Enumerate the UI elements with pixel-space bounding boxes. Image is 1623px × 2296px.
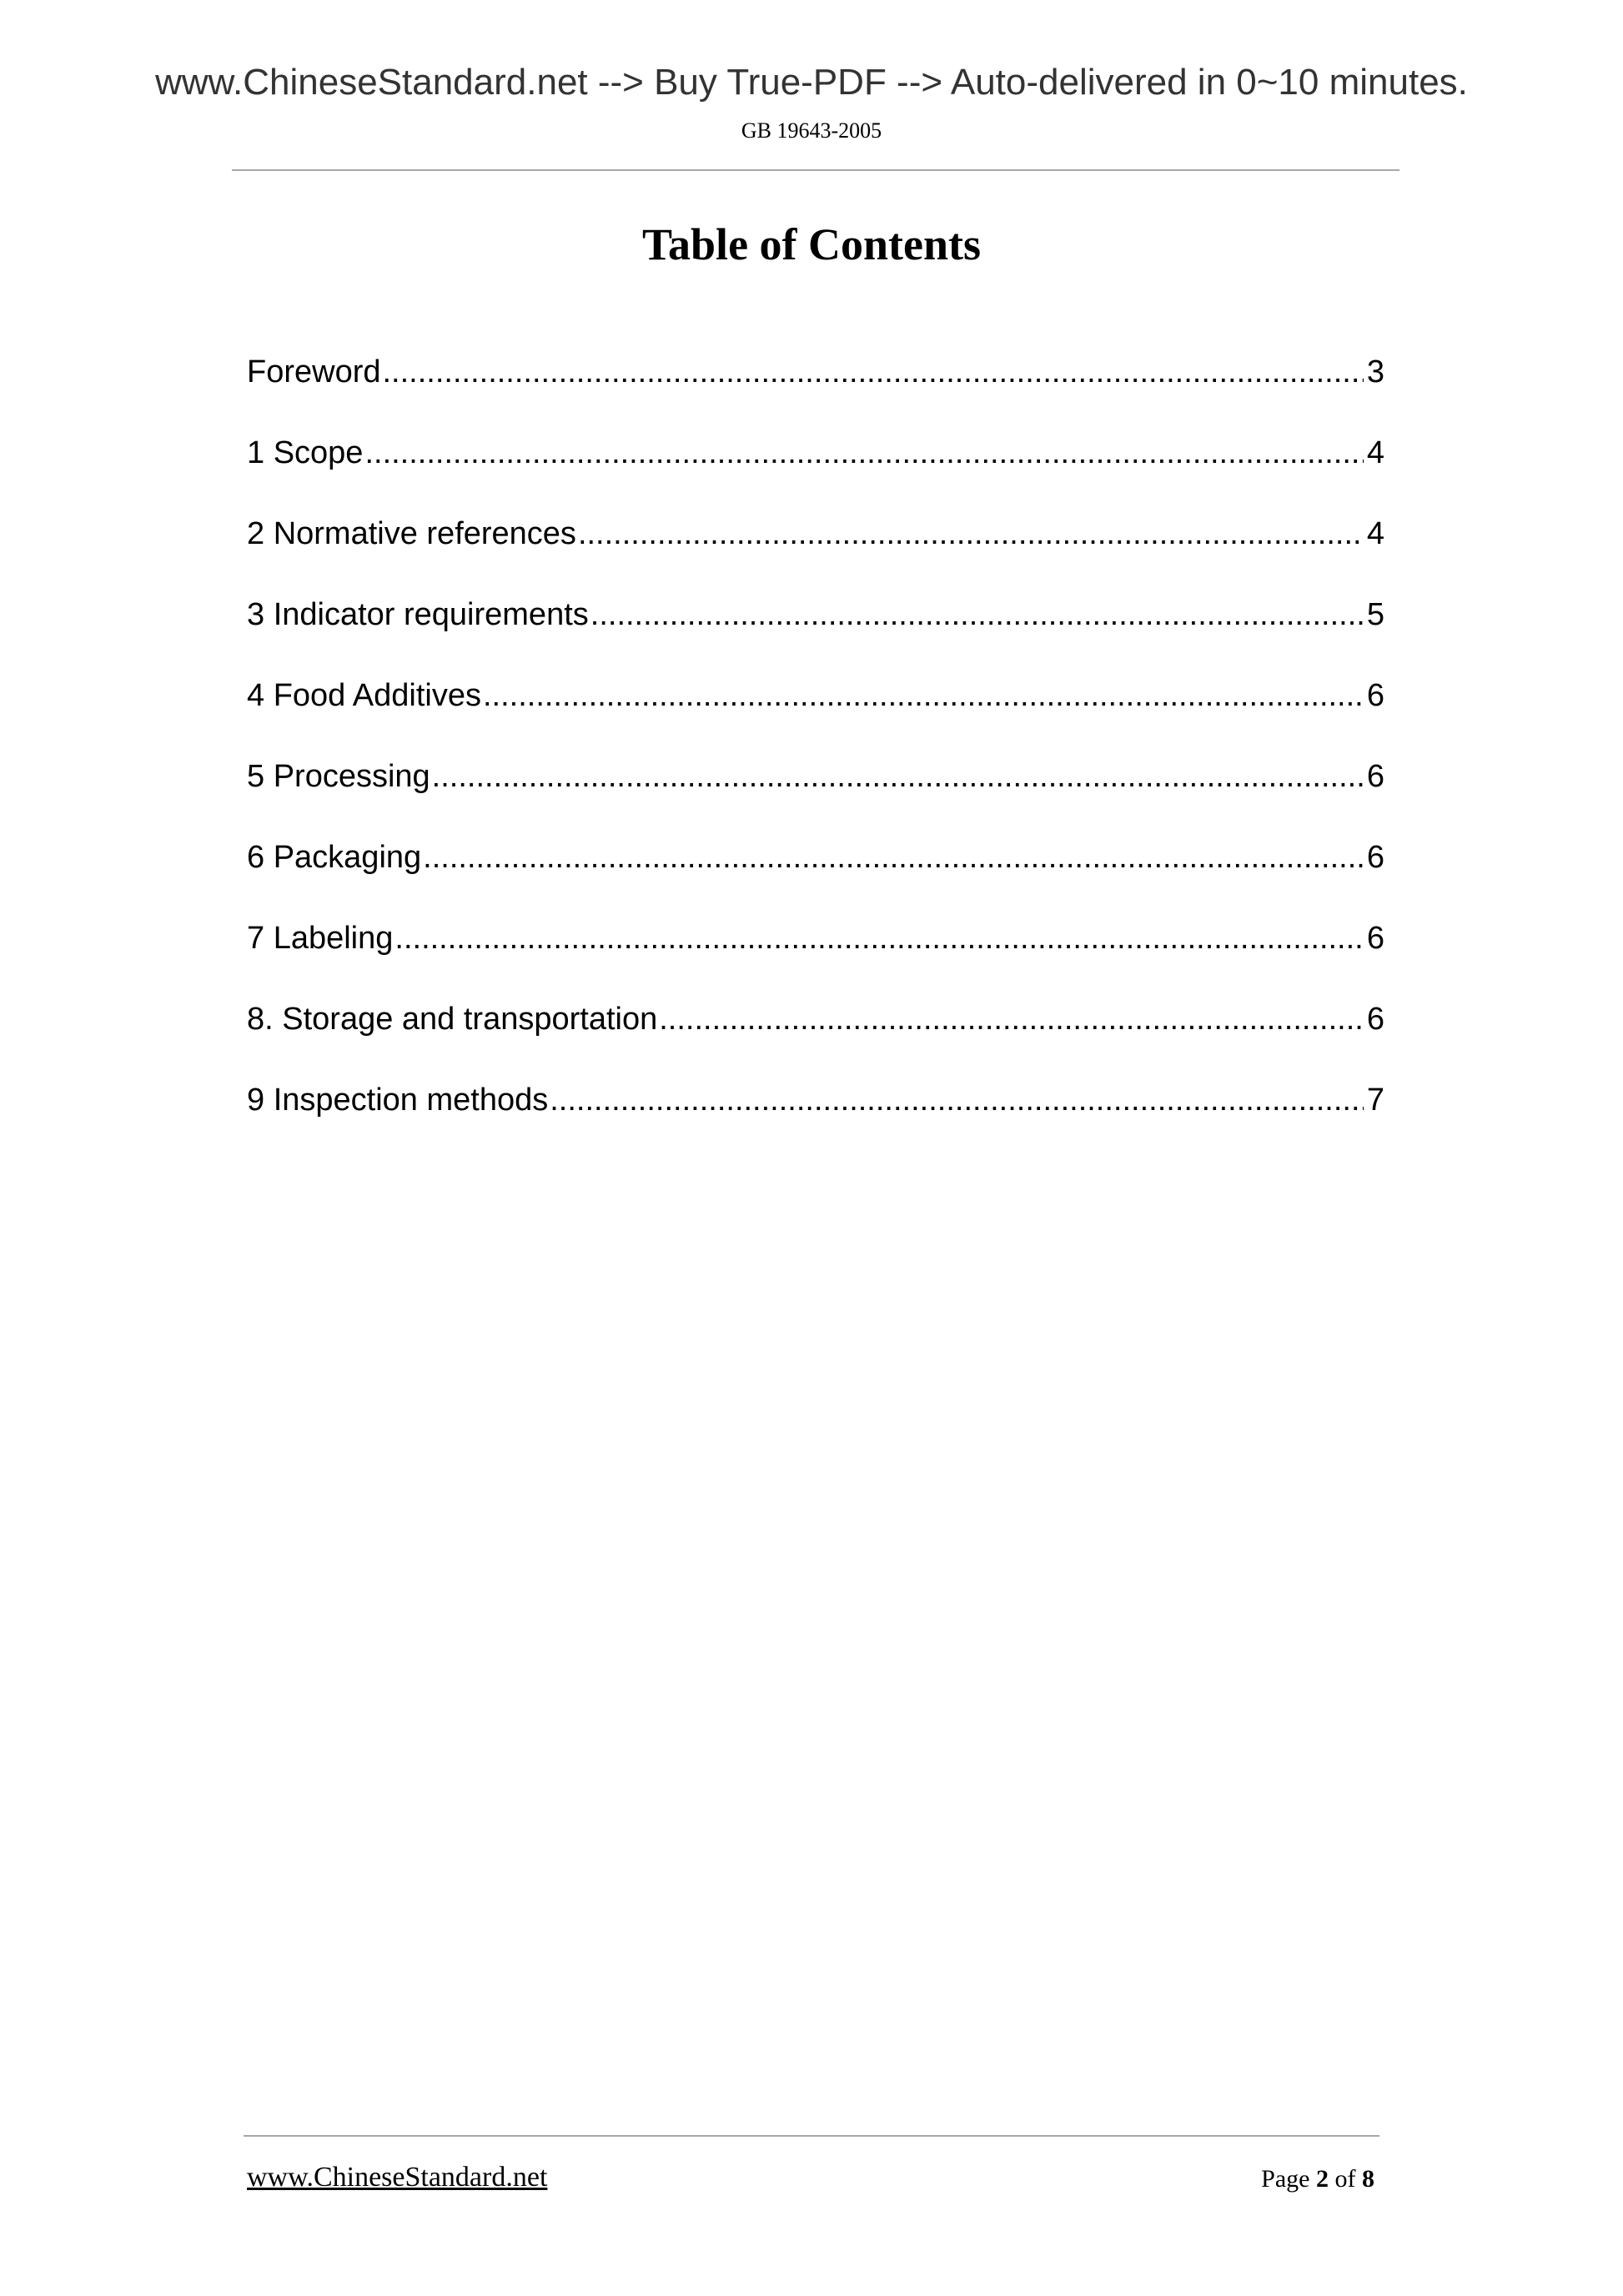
dot-leader: [423, 840, 1364, 876]
dot-leader: [550, 1083, 1364, 1118]
toc-entry-labeling[interactable]: [247, 921, 1384, 1002]
document-code: GB 19643-2005: [741, 118, 882, 143]
dot-leader: [432, 759, 1364, 795]
toc-entry-label: 6 Packaging: [247, 840, 422, 875]
dot-leader: [483, 678, 1364, 714]
toc-entry-packaging[interactable]: [247, 840, 1384, 921]
toc-entry-label: 7 Labeling: [247, 921, 394, 956]
toc-entry-page: 6: [1366, 1002, 1384, 1037]
toc-entry-label: 3 Indicator requirements: [247, 597, 589, 632]
dot-leader: [394, 921, 1363, 957]
footer-divider: [244, 2135, 1379, 2137]
toc-entry-page: 6: [1366, 678, 1384, 713]
toc-title: Table of Contents: [641, 219, 982, 269]
toc-entry-normative-references[interactable]: [247, 516, 1384, 597]
page-number: [1261, 2165, 1374, 2193]
footer-site-link[interactable]: www.ChineseStandard.net: [247, 2162, 548, 2193]
toc-entry-page: 4: [1366, 435, 1384, 470]
toc-entry-processing[interactable]: [247, 759, 1384, 840]
dot-leader: [364, 435, 1363, 471]
toc-entry-scope[interactable]: [247, 435, 1384, 516]
toc-entry-label: 2 Normative references: [247, 516, 576, 551]
toc-entry-page: 4: [1366, 516, 1384, 551]
current-page-number: 2: [1316, 2165, 1329, 2193]
toc-entry-page: 6: [1366, 840, 1384, 875]
dot-leader: [383, 354, 1364, 390]
toc-entry-storage-transportation[interactable]: [247, 1002, 1384, 1083]
toc-entry-label: Foreword: [247, 354, 381, 389]
toc-entry-page: 5: [1366, 597, 1384, 632]
toc-entry-page: 3: [1366, 354, 1384, 389]
toc-entry-food-additives[interactable]: [247, 678, 1384, 759]
dot-leader: [659, 1002, 1364, 1037]
toc-entry-foreword[interactable]: [247, 354, 1384, 435]
header-divider: [232, 169, 1399, 171]
toc-entry-page: 6: [1366, 921, 1384, 956]
dot-leader: [590, 597, 1364, 633]
toc-entry-page: 6: [1366, 759, 1384, 794]
dot-leader: [578, 516, 1364, 552]
table-of-contents: [247, 354, 1384, 1163]
toc-entry-label: 4 Food Additives: [247, 678, 481, 713]
toc-entry-label: 1 Scope: [247, 435, 364, 470]
page-prefix: Page: [1261, 2165, 1310, 2193]
site-banner: www.ChineseStandard.net --> Buy True-PDF --> Auto-delivered in 0~10 minutes.: [155, 62, 1468, 103]
toc-entry-label: 5 Processing: [247, 759, 430, 794]
toc-entry-label: 9 Inspection methods: [247, 1083, 549, 1118]
toc-entry-inspection-methods[interactable]: [247, 1083, 1384, 1163]
toc-entry-indicator-requirements[interactable]: [247, 597, 1384, 678]
page-of: of: [1334, 2165, 1356, 2193]
toc-entry-label: 8. Storage and transportation: [247, 1002, 658, 1037]
toc-entry-page: 7: [1366, 1083, 1384, 1118]
total-pages-number: 8: [1362, 2165, 1374, 2193]
